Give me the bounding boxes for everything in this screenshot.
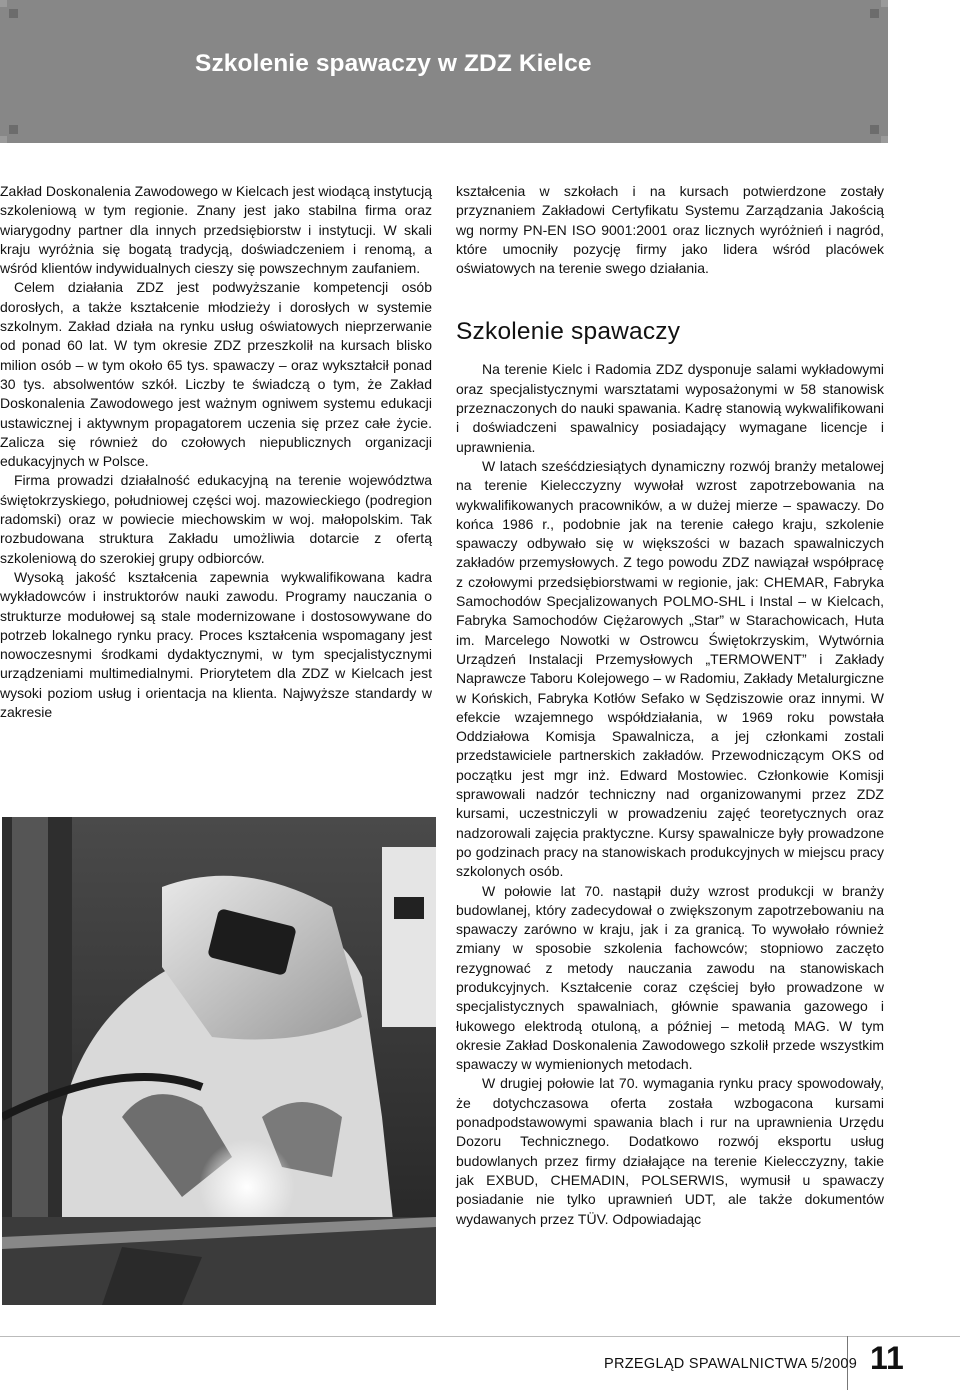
title-banner — [0, 0, 888, 143]
corner-mark — [0, 136, 7, 143]
corner-mark — [881, 0, 888, 7]
paragraph: W połowie lat 70. nastąpił duży wzrost produkcji w branży budowlanej, który zadecydował o zwiększonym zapotrzebowaniu na spawaczy zarówno w kraju, jak i za granicą. To wywołało również zmiany w sposobie szkolenia fachowców; stopniowo zaczęto rezygnować z metody nauczania zawodu na stanowiskach produkcyjnych. Kształcenie coraz częściej było prowadzone w specjalistycznych spawalniach, głównie spawania gazowego i łukowego elektrodą otuloną, a później – metodą MAG. W tym okresie Zakład Doskonalenia Zawodowego szkolił przede wszystkim spawaczy w wymienionych metodach. — [456, 882, 884, 1073]
corner-mark — [9, 125, 18, 134]
left-column — [0, 182, 432, 722]
paragraph: Firma prowadzi działalność edukacyjną na terenie województwa świętokrzyskiego, południowej części woj. mazowieckiego (podregion radomski) oraz w powiecie miechowskim w woj. małopolskim. Tak rozbudowana struktura Zakładu umożliwia dotarcie z ofertą szkoleniową do szerokiej grupy odbiorców. — [0, 472, 432, 566]
paragraph: Wysoką jakość kształcenia zapewnia wykwalifikowana kadra wykładowców i instruktorów nauki zawodu. Programy nauczania o strukturze modułowej są stale modernizowane i dostosowywane do potrzeb lokalnego rynku pracy. Proces kształcenia wspomagany jest nowoczesnymi środkami dydaktycznymi, w tym specjalistycznymi urządzeniami multimedialnymi. Priorytetem dla ZDZ w Kielcach jest wysoki poziom usług i orientacja na klienta. Najwyższe standardy w zakresie — [0, 568, 432, 721]
footer-divider — [0, 1336, 960, 1337]
section-heading: Szkolenie spawaczy — [456, 318, 681, 346]
paragraph: Celem działania ZDZ jest podwyższanie kompetencji osób dorosłych, a także kształcenie młodzieży i dorosłych w systemie szkolnym. Zakład działa na rynku usług oświatowych nieprzerwanie od ponad 60 lat. W tym okresie ZDZ przeszkolił na kursach blisko milion osób – w tym około 65 tys. spawaczy – oraz wykształcił ponad 30 tys. absolwentów szkół. Liczby te świadczą o tym, że Zakład Doskonalenia Zawodowego jest ważnym ogniwem systemu edukacji ustawicznej i aktywnym propagatorem uczenia się przez całe życie. Zalicza się również do czołowych niepublicznych organizacji edukacyjnych w Polsce. — [0, 279, 432, 470]
paragraph: W drugiej połowie lat 70. wymagania rynku pracy spowodowały, że dotychczasowa oferta została wzbogacona kursami ponadpodstawowymi spawania blach i rur na uprawnienia Urzędu Dozoru Technicznego. Dodatkowo rozwój eksportu usług budowlanych przez firmy działające na terenie Kielecczyzny, takie jak EXBUD, CHEMADIN, POLSERWIS, wymusił u spawaczy posiadanie nie tylko uprawnień UDT, ale także dokumentów wydawanych przez TÜV. Odpowiadając — [456, 1075, 884, 1227]
corner-mark — [0, 0, 7, 7]
corner-mark — [870, 9, 879, 18]
paragraph: Zakład Doskonalenia Zawodowego w Kielcach jest wiodącą instytucją szkoleniową w tym regionie. Znany jest jako stabilna firma oraz wiarygodny partner dla innych przedsiębiorstw i instytucji. W skali kraju wyróżnia się bogatą tradycją, doświadczeniem i renomą, a wśród klientów indywidualnych cieszy się powszechnym zaufaniem. — [0, 183, 432, 277]
right-column — [456, 182, 884, 1229]
paragraph: W latach sześćdziesiątych dynamiczny rozwój branży metalowej na terenie Kielecczyzny wywołał wzrost zapotrzebowania na wykwalifikowanych pracowników, a w dużej mierze – spawaczy. Do końca 1986 r., podobnie jak na terenie całego kraju, szkolenie spawaczy odbywało się w większości w bazach spawalniczych zakładów przemysłowych. Z tego powodu ZDZ nawiązał współpracę z czołowymi przedsiębiorstwami w regionie, jak: CHEMAR, Fabryka Samochodów Specjalizowanych POLMO-SHL i Instal – w Kielcach, Fabryka Samochodów Ciężarowych „Star” w Starachowicach, Huta im. Marcelego Nowotki w Ostrowcu Świętokrzyskim, Wytwórnia Urządzeń Instalacji Przemysłowych „TERMOWENT” i Zakłady Naprawcze Taboru Kolejowego – w Radomiu, Zakłady Metalurgiczne w Końskich, Fabryka Kotłów Sefako w Sędziszowie oraz innymi. W efekcie wzajemnego współdziałania, w 1969 roku powstała Oddziałowa Komisja Spawalnicza, a jej członkami zostali przedstawiciele partnerskich zakładów. Przewodniczącym OKS od początku jest mgr inż. Edward Mostowiec. Członkowie Komisji sprawowali nadzór techniczny nad organizowanymi przez ZDZ kursami, uczestniczyli w prowadzeniu zajęć teoretycznych oraz nadzorowali zajęcia praktyczne. Kursy spawalnicze były prowadzone po godzinach pracy na stanowiskach produkcyjnych w miejscu pracy szkolonych osób. — [456, 457, 884, 880]
corner-mark — [9, 9, 18, 18]
corner-mark — [881, 136, 888, 143]
welder-photo — [2, 817, 436, 1305]
welder-photo-icon — [2, 817, 436, 1305]
corner-mark — [870, 125, 879, 134]
paragraph: kształcenia w szkołach i na kursach potwierdzone zostały przyznaniem Zakładowi Certyfikatu Systemu Zarządzania Jakością wg normy PN-EN ISO 9001:2001 oraz licznych wyróżnień i nagród, które umocniły pozycję firmy jako lidera wśród placówek oświatowych na terenie swego działania. — [456, 183, 884, 277]
page-title: Szkolenie spawaczy w ZDZ Kielce — [195, 50, 592, 77]
paragraph: Na terenie Kielc i Radomia ZDZ dysponuje salami wykładowymi oraz specjalistycznymi warsztatami wyposażonymi w 58 stanowisk przeznaczonych do nauki spawania. Kadrę stanowią wykwalifikowani i doświadczeni spawalnicy posiadający wymagane licencje i uprawnienia. — [456, 361, 885, 455]
page-number: 11 — [870, 1340, 904, 1376]
journal-name: PRZEGLĄD SPAWALNICTWA 5/2009 — [604, 1356, 858, 1372]
